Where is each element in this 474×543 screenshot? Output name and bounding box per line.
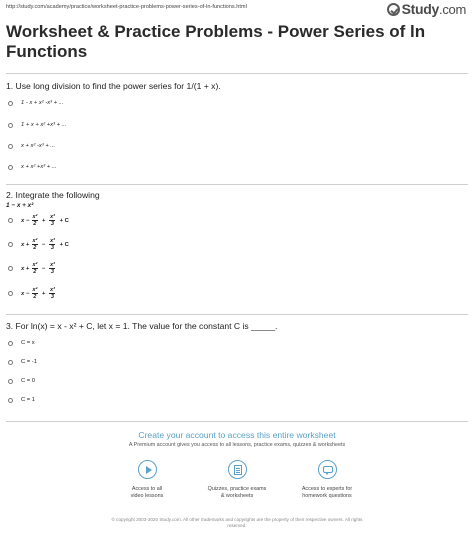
feature-label: Access to experts for homework questions [301, 486, 353, 499]
page-url: http://study.com/academy/practice/worksheet-practice-problems-power-series-of-ln-functions.html [6, 4, 247, 10]
video-play-icon [138, 460, 157, 479]
divider [6, 421, 468, 422]
radio-button[interactable] [8, 291, 13, 296]
radio-button[interactable] [8, 123, 13, 128]
question-2-expression: 1 − x + x² [6, 202, 34, 209]
cta-subtitle: A Premium account gives you access to all lessons, practice exams, quizzes & worksheets [128, 442, 346, 448]
question-1-option-2[interactable]: 1 + x + x² +x³ + ... [8, 122, 66, 128]
divider [6, 73, 468, 74]
question-1-option-4[interactable]: x + x² +x³ + ... [8, 164, 57, 170]
divider [6, 184, 468, 185]
question-2-option-4[interactable]: x − $\frac{\text{x²}}{2}$ + $\frac{\text{x³}}{3}$ [8, 287, 56, 300]
question-1-option-3[interactable]: x + x² -x³ + ... [8, 143, 55, 149]
radio-button[interactable] [8, 266, 13, 271]
checkmark-circle-icon [387, 3, 400, 16]
page-title: Worksheet & Practice Problems - Power Series of ln Functions [6, 22, 426, 61]
question-3-option-3[interactable]: C = 0 [8, 378, 35, 384]
question-2-option-2[interactable]: x + $\frac{\text{x²}}{2}$ − $\frac{\text{x³}}{3}$ + C [8, 238, 70, 251]
question-1-option-1[interactable]: 1 - x + x² -x³ + ... [8, 100, 64, 106]
question-3-option-4[interactable]: C = 1 [8, 397, 35, 403]
copyright-footer: © copyright 2003-2020 Study.com. All other trademarks and copyrights are the property of their respective owners. All rights reserved. [111, 517, 363, 528]
radio-button[interactable] [8, 379, 13, 384]
question-2-label: 2. Integrate the following [6, 190, 100, 200]
radio-button[interactable] [8, 218, 13, 223]
radio-button[interactable] [8, 398, 13, 403]
question-3-option-2[interactable]: C = -1 [8, 359, 37, 365]
feature-label: Quizzes, practice exams & worksheets [207, 486, 267, 499]
feature-video-lessons [102, 460, 192, 500]
feature-quizzes [192, 460, 282, 500]
cta-title[interactable]: Create your account to access this entire worksheet [138, 430, 336, 440]
top-bar [0, 0, 474, 17]
radio-button[interactable] [8, 242, 13, 247]
radio-button[interactable] [8, 341, 13, 346]
question-3-label: 3. For ln(x) = x - x² + C, let x = 1. The value for the constant C is _____. [6, 321, 278, 331]
radio-button[interactable] [8, 101, 13, 106]
question-2-option-3[interactable]: x + $\frac{\text{x²}}{2}$ − $\frac{\text{x³}}{3}$ [8, 262, 56, 275]
question-2-option-1[interactable]: x − $\frac{\text{x²}}{2}$ + $\frac{\text{x³}}{3}$ + C [8, 214, 70, 227]
chat-bubble-icon [318, 460, 337, 479]
radio-button[interactable] [8, 165, 13, 170]
radio-button[interactable] [8, 144, 13, 149]
question-3-option-1[interactable]: C = x [8, 340, 35, 346]
study-logo[interactable] [387, 1, 466, 17]
logo-text: Study.com [401, 1, 466, 17]
radio-button[interactable] [8, 360, 13, 365]
feature-label: Access to all video lessons [130, 486, 164, 499]
document-icon [228, 460, 247, 479]
question-1-label: 1. Use long division to find the power series for 1/(1 + x). [6, 81, 221, 91]
divider [6, 314, 468, 315]
feature-experts [282, 460, 372, 500]
